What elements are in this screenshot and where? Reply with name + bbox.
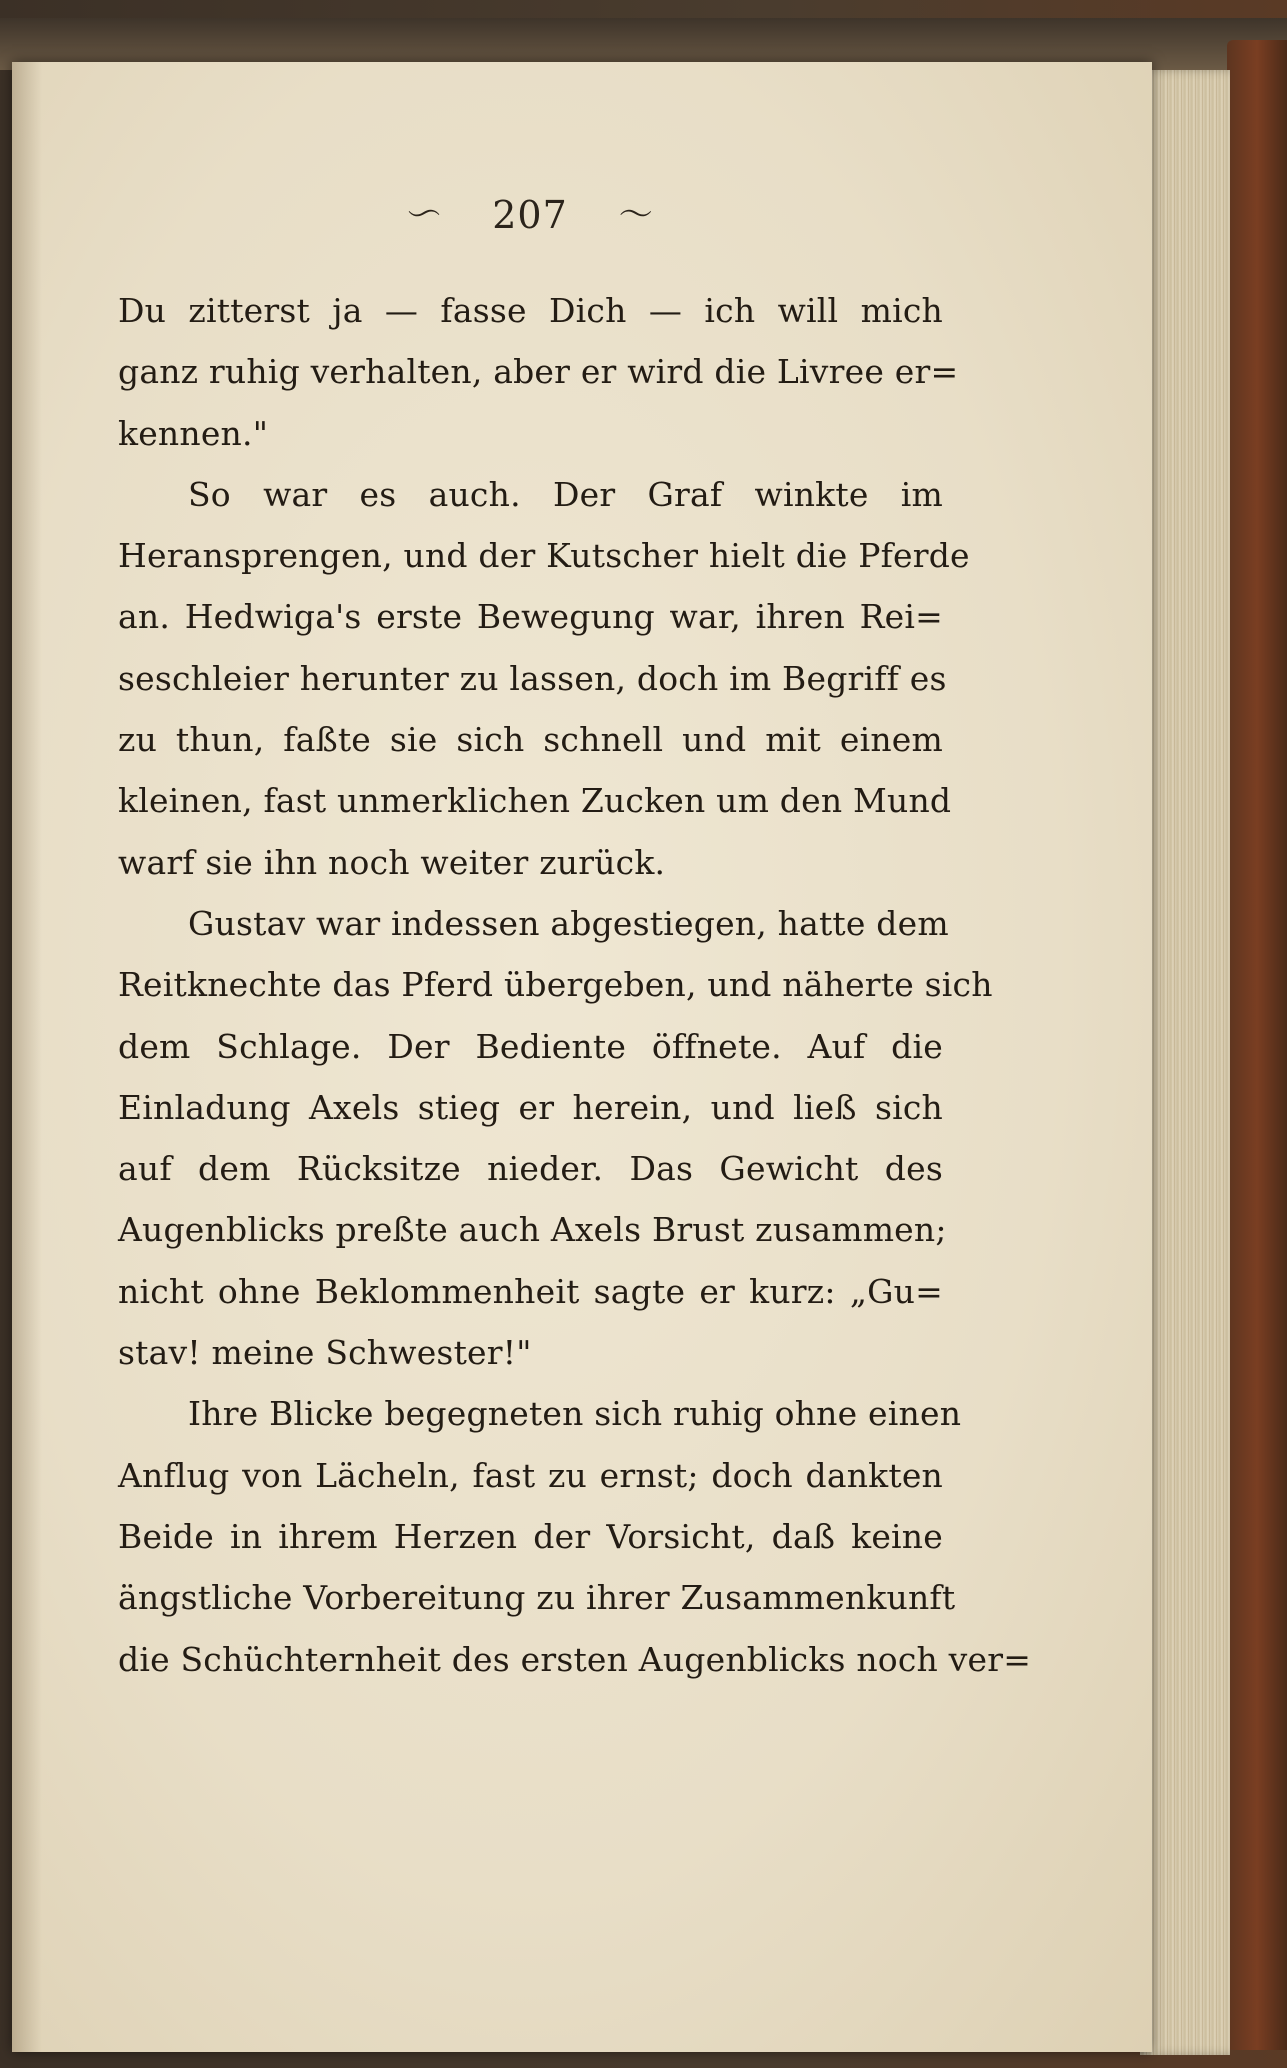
book-spine-leather xyxy=(1227,40,1287,2050)
left-ornament-icon: 〜 xyxy=(407,195,442,235)
text-line: ganz ruhig verhalten, aber er wird die Livree er= xyxy=(118,352,959,392)
page-header xyxy=(380,190,680,240)
text-line: Anflug von Lächeln, fast zu ernst; doch dankten xyxy=(118,1455,943,1495)
text-line: seschleier herunter zu lassen, doch im Begriff es xyxy=(118,658,947,698)
right-ornament-icon: 〜 xyxy=(618,195,653,235)
text-line: stav! meine Schwester!" xyxy=(118,1333,532,1373)
text-line: kleinen, fast unmerklichen Zucken um den Mund xyxy=(118,781,952,821)
text-line: Du zitterst ja — fasse Dich — ich will mich xyxy=(118,291,943,330)
text-line: warf sie ihn noch weiter zurück. xyxy=(118,842,666,882)
text-line: an. Hedwiga's erste Bewegung war, ihren Rei= xyxy=(118,597,943,637)
text-line: So war es auch. Der Graf winkte im xyxy=(188,474,943,514)
page-number: 207 xyxy=(492,193,568,237)
text-line: Gustav war indessen abgestiegen, hatte dem xyxy=(188,903,949,943)
body-text xyxy=(118,280,1032,1690)
text-line: Reitknechte das Pferd übergeben, und näherte sich xyxy=(118,965,993,1005)
text-line: Augenblicks preßte auch Axels Brust zusammen; xyxy=(118,1210,947,1250)
text-line: zu thun, faßte sie sich schnell und mit einem xyxy=(118,720,943,760)
text-line: dem Schlage. Der Bediente öffnete. Auf die xyxy=(118,1026,943,1066)
text-line: nicht ohne Beklommenheit sagte er kurz: „Gu= xyxy=(118,1271,943,1311)
text-line: Beide in ihrem Herzen der Vorsicht, daß keine xyxy=(118,1516,943,1556)
text-line: Heransprengen, und der Kutscher hielt die Pferde xyxy=(118,536,970,576)
text-line: auf dem Rücksitze nieder. Das Gewicht des xyxy=(118,1149,943,1189)
text-line: Einladung Axels stieg er herein, und ließ sich xyxy=(118,1087,943,1127)
text-line: kennen." xyxy=(118,413,269,453)
page-edges xyxy=(1140,70,1230,2055)
page-gutter-shadow xyxy=(12,62,42,2052)
text-line: ängstliche Vorbereitung zu ihrer Zusammenkunft xyxy=(118,1578,956,1618)
text-line: die Schüchternheit des ersten Augenblicks noch ver= xyxy=(118,1639,1032,1679)
text-line: Ihre Blicke begegneten sich ruhig ohne einen xyxy=(188,1394,962,1434)
